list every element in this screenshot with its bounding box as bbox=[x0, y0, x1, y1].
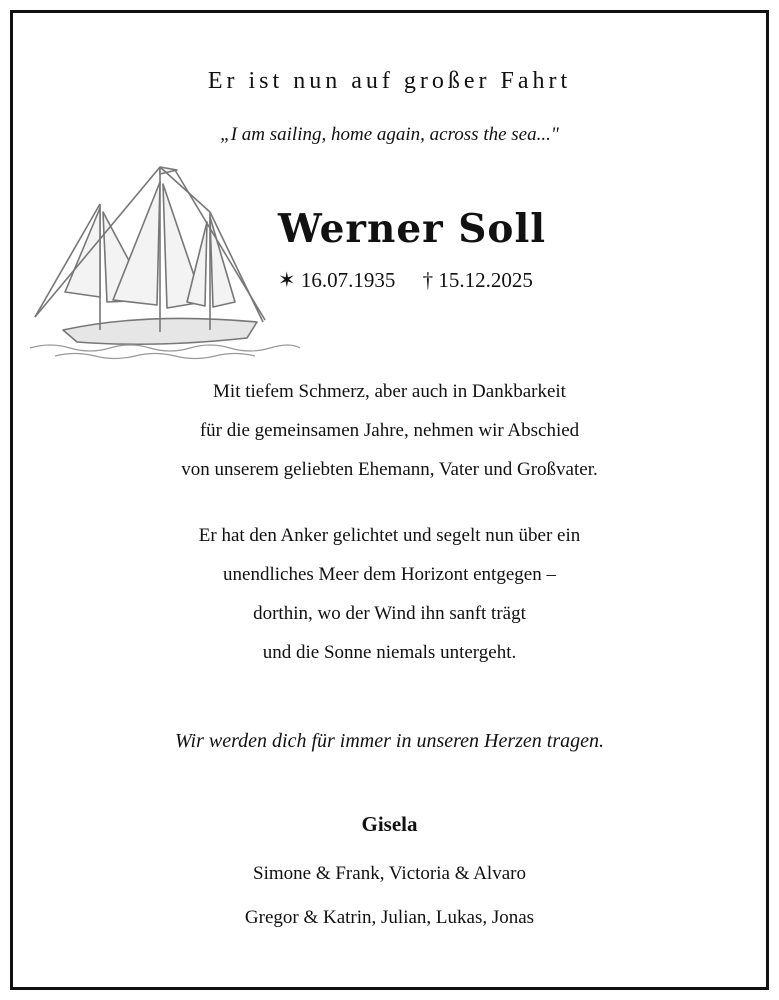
page-border bbox=[10, 10, 769, 990]
text-line: von unserem geliebten Ehemann, Vater und Großvater. bbox=[181, 459, 598, 480]
family-names bbox=[0, 852, 779, 940]
closing-line: Wir werden dich für immer in unseren Herzen tragen. bbox=[174, 730, 605, 752]
birth-date: ✶ 16.07.1935 bbox=[278, 268, 396, 292]
deceased-name: Werner Soll bbox=[278, 206, 547, 252]
death-date: † 15.12.2025 bbox=[422, 268, 533, 292]
family-line: Simone & Frank, Victoria & Alvaro bbox=[253, 863, 526, 884]
farewell-paragraph bbox=[0, 372, 779, 489]
text-line: Er hat den Anker gelichtet und segelt nun über ein bbox=[198, 525, 581, 546]
life-dates bbox=[278, 268, 533, 293]
signer-name: Gisela bbox=[361, 812, 418, 836]
text-line: für die gemeinsamen Jahre, nehmen wir Abschied bbox=[199, 420, 580, 441]
page-heading: Er ist nun auf großer Fahrt bbox=[207, 68, 572, 94]
sailing-ship-icon bbox=[25, 162, 305, 362]
text-line: und die Sonne niemals untergeht. bbox=[262, 642, 517, 663]
text-line: unendliches Meer dem Horizont entgegen – bbox=[223, 564, 556, 585]
song-quote: „I am sailing, home again, across the sea..." bbox=[220, 124, 559, 145]
text-line: dorthin, wo der Wind ihn sanft trägt bbox=[253, 603, 526, 624]
family-line: Gregor & Katrin, Julian, Lukas, Jonas bbox=[244, 907, 535, 928]
sailing-paragraph bbox=[0, 516, 779, 672]
text-line: Mit tiefem Schmerz, aber auch in Dankbarkeit bbox=[213, 381, 566, 402]
